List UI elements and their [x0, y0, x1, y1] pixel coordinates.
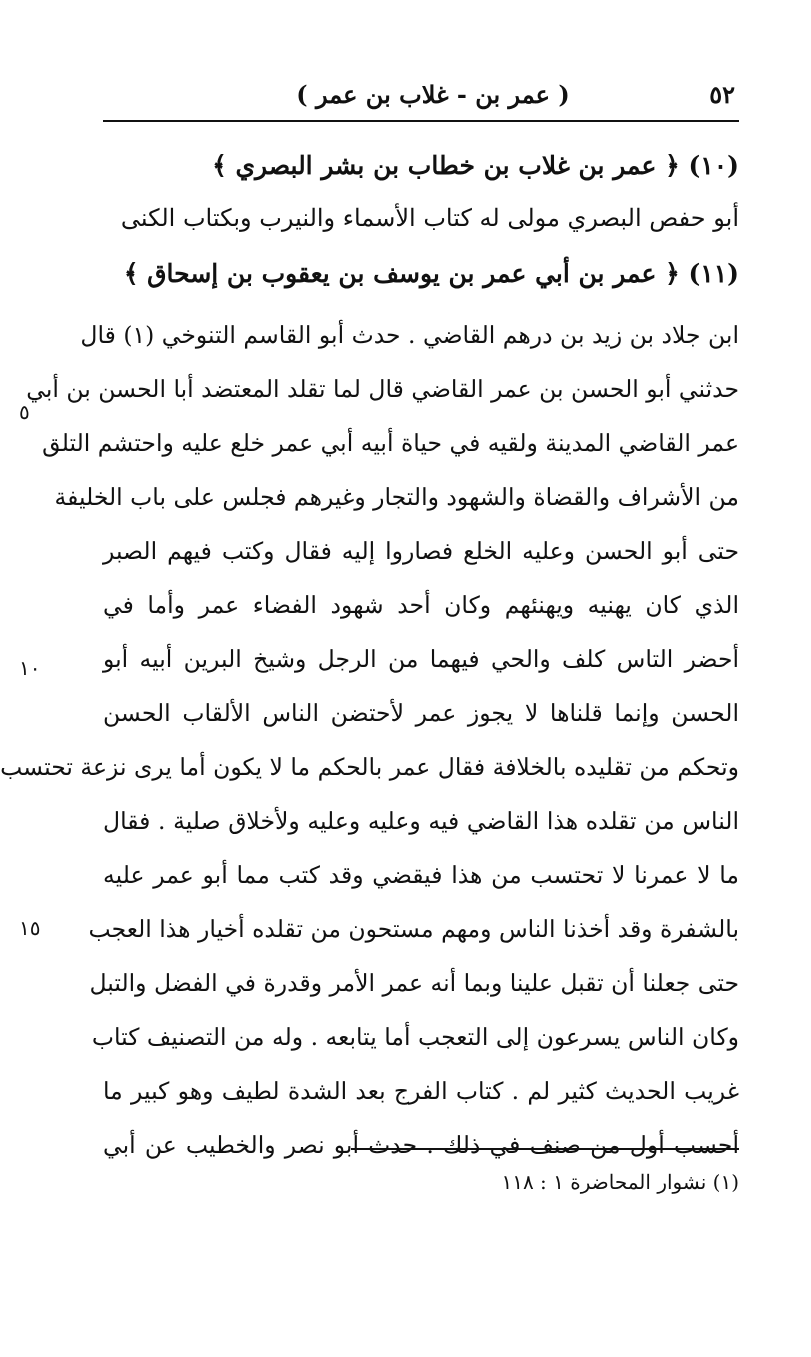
body-line: بالشفرة وقد أخذنا الناس ومهم مستحون من تقلده أخيار هذا العجب	[88, 915, 739, 943]
entry-title: ﴿ عمر بن أبي عمر بن يوسف بن يعقوب بن إسحاق ﴾	[123, 259, 680, 288]
entry-description: أبو حفص البصري مولى له كتاب الأسماء والنيرب وبكتاب الكنى	[120, 204, 739, 232]
running-head: ( عمر بن - غلاب بن عمر )	[296, 80, 570, 109]
body-line: من الأشراف والقضاة والشهود والتجار وغيرهم فجلس على باب الخليفة	[54, 483, 739, 511]
body-line: وكان الناس يسرعون إلى التعجب أما يتابعه . وله من التصنيف كتاب	[91, 1023, 739, 1051]
body-line: عمر القاضي المدينة ولقيه في حياة أبيه أبي عمر خلع عليه واحتشم التلق	[42, 429, 739, 457]
footnote-rule	[351, 1148, 739, 1150]
line-marker-10: ١٠	[19, 656, 41, 680]
line-marker-5: ٥	[19, 400, 30, 424]
body-line: حدثني أبو الحسن بن عمر القاضي قال لما تقلد المعتضد أبا الحسن بن أبي	[26, 375, 739, 403]
body-line: أحضر التاس كلف والحي فيهما من الرجل وشيخ البرين أبيه أبو	[103, 645, 739, 673]
body-line: أحسب أول من صنف في ذلك . حدث أبو نصر والخطيب عن أبي	[103, 1131, 739, 1159]
entry-number: (١٠)	[688, 151, 739, 180]
body-line: غريب الحديث كثير لم . كتاب الفرج بعد الشدة لطيف وهو كبير ما	[103, 1077, 739, 1105]
body-line: ما لا عمرنا لا تحتسب من هذا فيقضي وقد كتب مما أبو عمر عليه	[103, 861, 739, 889]
body-line: حتى أبو الحسن وعليه الخلع فصاروا إليه فقال وكتب فيهم الصبر	[103, 537, 739, 565]
body-line: الناس من تقلده هذا القاضي فيه وعليه وعليه ولأخلاق صلية . فقال	[103, 807, 739, 835]
footnote: (١) نشوار المحاضرة ١ : ١١٨	[501, 1170, 739, 1194]
line-marker-15: ١٥	[19, 916, 41, 940]
body-line: الذي كان يهنيه ويهنئهم وكان أحد شهود الفضاء عمر وأما في	[103, 591, 739, 619]
body-line: الحسن وإنما قلناها لا يجوز عمر لأحتضن الناس الألقاب الحسن	[103, 699, 739, 727]
entry-heading-11	[103, 252, 739, 296]
body-line: حتى جعلنا أن تقبل علينا وبما أنه عمر الأمر وقدرة في الفضل والتبل	[89, 969, 739, 997]
page-header	[103, 80, 739, 116]
entry-title: ﴿ عمر بن غلاب بن خطاب بن بشر البصري ﴾	[212, 151, 680, 180]
header-rule	[103, 120, 739, 122]
entry-number: (١١)	[688, 259, 739, 288]
entry-heading-10	[103, 144, 739, 188]
page-number: ٥٢	[709, 80, 735, 109]
body-line: ابن جلاد بن زيد بن درهم القاضي . حدث أبو القاسم التنوخي (١) قال	[80, 321, 739, 349]
body-line: وتحكم من تقليده بالخلافة فقال عمر بالحكم ما لا يكون أما يرى نزعة تحتسب	[0, 753, 739, 781]
